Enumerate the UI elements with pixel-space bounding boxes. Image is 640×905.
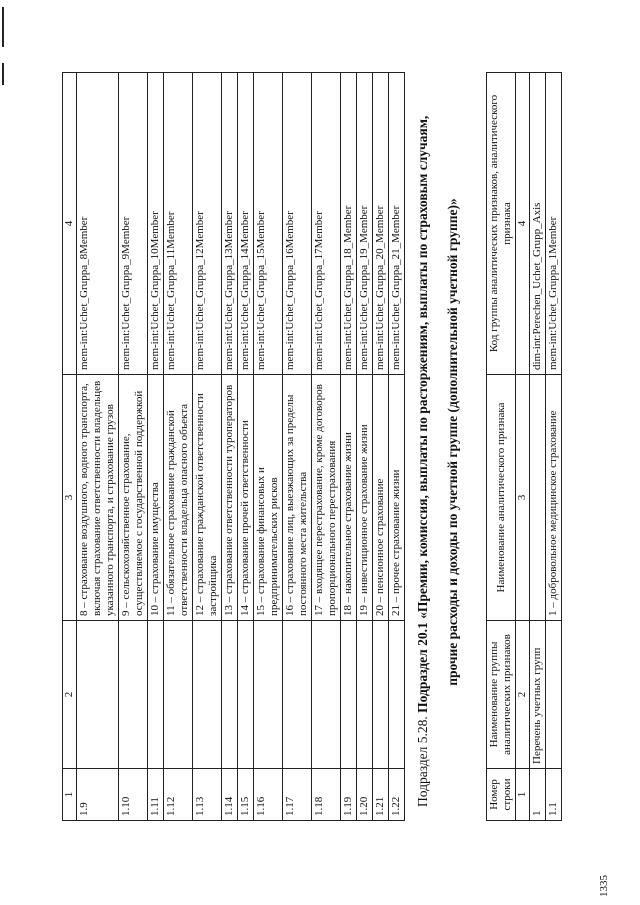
attribute-code: mem-int:Uchet_Gruppa_12Member [193, 73, 222, 375]
row-number: 1.16 [254, 769, 283, 821]
attribute-name: 21 – прочее страхование жизни [389, 375, 405, 621]
group-cell [222, 621, 238, 769]
column-number: 4 [63, 73, 77, 375]
page-number: 1335 [598, 875, 610, 897]
insurance-groups-table [62, 72, 405, 821]
table-row [148, 73, 164, 821]
column-header: Наименование аналитического признака [487, 375, 516, 621]
group-name: Перечень учетных групп [530, 621, 546, 769]
attribute-name: 13 – страхование ответственности туроператоров [222, 375, 238, 621]
attribute-name: 1 – добровольное медицинское страхование [546, 375, 562, 621]
table-row [193, 73, 222, 821]
group-name [546, 621, 562, 769]
attribute-name: 10 – страхование имущества [148, 375, 164, 621]
attribute-name: 17 – входящее перестрахование, кроме договоров пропорционального перестрахования [312, 375, 341, 621]
table-row [283, 73, 312, 821]
attribute-code: mem-int:Uchet_Gruppa_11Member [164, 73, 193, 375]
attribute-code: mem-int:Uchet_Gruppa_1Member [546, 73, 562, 375]
column-header: Код группы аналитических признаков, аналитического признака [487, 73, 516, 375]
column-header: Номер строки [487, 769, 516, 821]
table-row [546, 73, 562, 821]
group-cell [119, 621, 148, 769]
section-heading [408, 77, 468, 807]
table-row [530, 73, 546, 821]
group-cell [283, 621, 312, 769]
group-cell [77, 621, 119, 769]
column-number: 4 [516, 73, 530, 375]
attribute-code: mem-int:Uchet_Gruppa_19_Member [357, 73, 373, 375]
attribute-name: 18 – накопительное страхование жизни [341, 375, 357, 621]
column-number: 3 [63, 375, 77, 621]
row-number: 1.10 [119, 769, 148, 821]
attribute-code: mem-int:Uchet_Gruppa_13Member [222, 73, 238, 375]
group-cell [373, 621, 389, 769]
attribute-code: dim-int:Perechen_Uchet_Grupp_Axis [530, 73, 546, 375]
group-cell [312, 621, 341, 769]
column-numbers-row [516, 73, 530, 821]
column-number: 2 [516, 621, 530, 769]
column-numbers-row [63, 73, 77, 821]
attribute-code: mem-int:Uchet_Gruppa_21_Member [389, 73, 405, 375]
attribute-code: mem-int:Uchet_Gruppa_9Member [119, 73, 148, 375]
attribute-code: mem-int:Uchet_Gruppa_8Member [77, 73, 119, 375]
row-number: 1 [530, 769, 546, 821]
row-number: 1.9 [77, 769, 119, 821]
table-row [222, 73, 238, 821]
row-number: 1.17 [283, 769, 312, 821]
row-number: 1.14 [222, 769, 238, 821]
attribute-name: 15 – страхование финансовых и предпринимательских рисков [254, 375, 283, 621]
attribute-code: mem-int:Uchet_Gruppa_14Member [238, 73, 254, 375]
section-number: Подраздел 5.28. [415, 716, 430, 807]
group-cell [341, 621, 357, 769]
row-number: 1.12 [164, 769, 193, 821]
attribute-name: 12 – страхование гражданской ответственности застройщика [193, 375, 222, 621]
group-cell [238, 621, 254, 769]
attribute-name: 14 – страхование прочей ответственности [238, 375, 254, 621]
attribute-code: mem-int:Uchet_Gruppa_18_Member [341, 73, 357, 375]
attribute-name [530, 375, 546, 621]
table-row [389, 73, 405, 821]
attribute-code: mem-int:Uchet_Gruppa_17Member [312, 73, 341, 375]
attribute-code: mem-int:Uchet_Gruppa_20_Member [373, 73, 389, 375]
table-row [341, 73, 357, 821]
column-number: 1 [63, 769, 77, 821]
attribute-name: 20 – пенсионное страхование [373, 375, 389, 621]
row-number: 1.18 [312, 769, 341, 821]
row-number: 1.1 [546, 769, 562, 821]
row-number: 1.21 [373, 769, 389, 821]
attribute-name: 8 – страхование воздушного, водного транспорта, включая страхование ответственности владельцев указанного транспорта, и страхование грузов [77, 375, 119, 621]
table-row [254, 73, 283, 821]
attribute-code: mem-int:Uchet_Gruppa_16Member [283, 73, 312, 375]
table-row [164, 73, 193, 821]
attribute-name: 9 – сельскохозяйственное страхование, осуществляемое с государственной поддержкой [119, 375, 148, 621]
page-edge-mark [2, 7, 4, 47]
group-cell [193, 621, 222, 769]
attribute-name: 11 – обязательное страхование гражданской ответственности владельца опасного объекта [164, 375, 193, 621]
row-number: 1.20 [357, 769, 373, 821]
section-title-continued: прочие расходы и доходы по учетной группе (дополнительной учетной группе)» [445, 198, 460, 686]
row-number: 1.11 [148, 769, 164, 821]
group-cell [389, 621, 405, 769]
row-number: 1.15 [238, 769, 254, 821]
table-row [373, 73, 389, 821]
row-number: 1.19 [341, 769, 357, 821]
group-cell [148, 621, 164, 769]
table-row [312, 73, 341, 821]
column-number: 1 [516, 769, 530, 821]
group-cell [357, 621, 373, 769]
row-number: 1.13 [193, 769, 222, 821]
section-title: Подраздел 20.1 «Премии, комиссия, выплаты по расторжениям, выплаты по страховым случаям, [415, 115, 430, 713]
attribute-name: 16 – страхование лиц, выезжающих за пределы постоянного места жительства [283, 375, 312, 621]
group-cell [164, 621, 193, 769]
analytic-attributes-table [486, 72, 562, 821]
table-row [357, 73, 373, 821]
row-number: 1.22 [389, 769, 405, 821]
attribute-code: mem-int:Uchet_Gruppa_10Member [148, 73, 164, 375]
header-row [487, 73, 516, 821]
table-row [119, 73, 148, 821]
group-cell [254, 621, 283, 769]
column-number: 3 [516, 375, 530, 621]
page-edge-mark [2, 63, 4, 85]
table-row [238, 73, 254, 821]
attribute-code: mem-int:Uchet_Gruppa_15Member [254, 73, 283, 375]
column-number: 2 [63, 621, 77, 769]
attribute-name: 19 – инвестиционное страхование жизни [357, 375, 373, 621]
table-row [77, 73, 119, 821]
column-header: Наименование группы аналитических признаков [487, 621, 516, 769]
